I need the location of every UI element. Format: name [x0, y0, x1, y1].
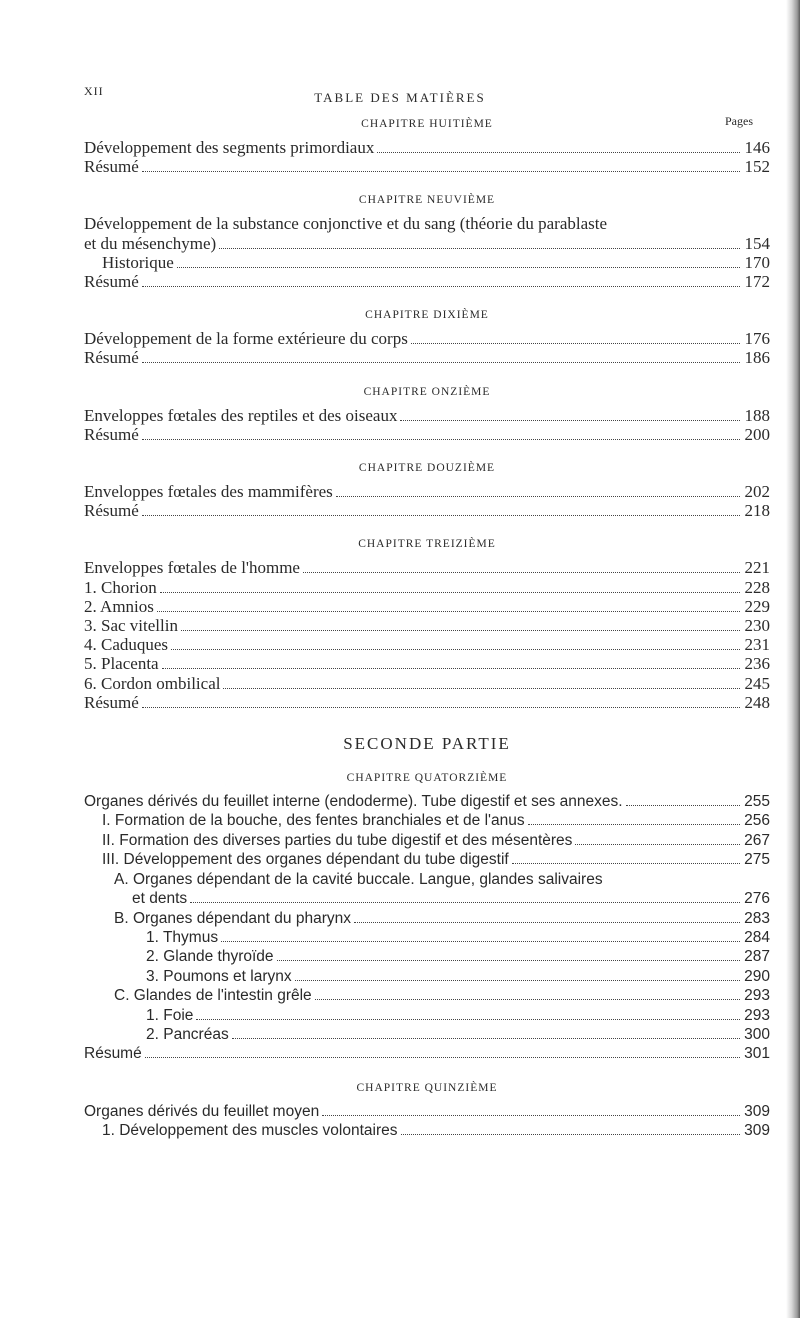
toc-entry-title: Développement des segments primordiaux [84, 138, 375, 157]
dot-leader [177, 267, 740, 268]
dot-leader [322, 1115, 740, 1116]
toc-entry-title: Enveloppes fœtales de l'homme [84, 558, 300, 578]
dot-leader [145, 1057, 740, 1058]
toc-entry-page: 283 [744, 909, 770, 927]
toc-entry [84, 329, 770, 348]
dot-leader [295, 980, 740, 981]
dot-leader [377, 152, 740, 153]
toc-entry-title: I. Formation de la bouche, des fentes branchiales et de l'anus [102, 812, 525, 830]
toc-entry [84, 792, 770, 811]
toc-entry-page: 176 [744, 329, 770, 349]
toc-entry-title: 6. Cordon ombilical [84, 673, 221, 693]
toc-entry [84, 693, 770, 712]
toc-entry [84, 1006, 770, 1025]
toc-entry-page: 293 [744, 1006, 770, 1024]
toc-entry-continuation: et du mésenchyme) [84, 233, 217, 253]
toc-entry-title: 2. Pancréas [146, 1025, 229, 1043]
toc-entry [84, 597, 770, 616]
toc-entry [84, 909, 770, 928]
toc-entry-page: 256 [744, 812, 770, 830]
toc-entry-title: 4. Caduques [84, 635, 169, 655]
dot-leader [575, 844, 740, 845]
toc-entry [84, 425, 770, 444]
toc-entry-title: II. Formation des diverses parties du tube digestif et des mésentères [102, 831, 573, 849]
dot-leader [190, 902, 740, 903]
toc-entry-title: Résumé [84, 692, 139, 712]
toc-entry [84, 578, 770, 597]
toc-entry [84, 967, 770, 986]
toc-entry [84, 272, 770, 291]
toc-entry-page: 221 [744, 558, 770, 578]
toc-entry-page: 276 [744, 890, 770, 908]
toc-entry-page: 186 [744, 348, 770, 368]
toc-entry-title: 1. Développement des muscles volontaires [102, 1122, 398, 1140]
toc-entry [84, 635, 770, 654]
running-title: TABLE DES MATIÈRES [314, 90, 486, 105]
toc-entry-page: 301 [744, 1045, 770, 1063]
chapter-heading: CHAPITRE TREIZIÈME [358, 538, 496, 551]
toc-entry-title: 2. Glande thyroïde [146, 948, 274, 966]
dot-leader [219, 248, 740, 249]
toc-entry [84, 558, 770, 577]
pages-column-label: Pages [725, 114, 753, 128]
second-part-chapters [84, 772, 770, 1141]
toc-entry [84, 348, 770, 367]
dot-leader [196, 1019, 740, 1020]
toc-entry-page: 267 [744, 831, 770, 849]
toc-entry-title: 5. Placenta [84, 654, 159, 674]
toc-entry-page: 230 [744, 616, 770, 636]
dot-leader [142, 362, 740, 363]
toc-entry-title: 3. Sac vitellin [84, 616, 178, 636]
toc-entry [84, 616, 770, 635]
toc-entry-page: 188 [744, 405, 770, 425]
toc-entry-title: Résumé [84, 1045, 142, 1063]
toc-entry [84, 928, 770, 947]
toc-entry-page: 202 [744, 482, 770, 502]
toc-entry [84, 1025, 770, 1044]
toc-entry [84, 674, 770, 693]
dot-leader [303, 572, 740, 573]
toc-entry-title: 1. Chorion [84, 577, 157, 597]
dot-leader [142, 515, 740, 516]
toc-entry-continuation: et dents [132, 890, 188, 908]
toc-entry-title: 1. Foie [146, 1006, 194, 1024]
toc-entry [84, 157, 770, 176]
toc-entry-page: 287 [744, 948, 770, 966]
dot-leader [142, 286, 740, 287]
toc-entry-page: 228 [744, 577, 770, 597]
toc-entry-title: Résumé [84, 424, 139, 444]
toc-entry-title: Développement de la forme extérieure du corps [84, 329, 408, 349]
toc-entry-title: A. Organes dépendant de la cavité buccale. Langue, glandes salivaires [114, 870, 603, 888]
toc-entry-title: C. Glandes de l'intestin grêle [114, 987, 312, 1005]
toc-entry-page: 293 [744, 987, 770, 1005]
part-heading: SECONDE PARTIE [343, 734, 511, 754]
toc-entry [84, 482, 770, 501]
toc-entry [84, 889, 770, 908]
toc-entry-page: 309 [744, 1102, 770, 1120]
toc-entry-title: B. Organes dépendant du pharynx [114, 909, 351, 927]
toc-entry-page: 172 [744, 272, 770, 292]
dot-leader [277, 960, 740, 961]
chapter-heading: CHAPITRE NEUVIÈME [358, 194, 496, 207]
toc-entry-page: 218 [744, 501, 770, 521]
dot-leader [223, 688, 740, 689]
toc-entry-title: Organes dérivés du feuillet interne (endoderme). Tube digestif et ses annexes. [84, 793, 623, 811]
dot-leader [401, 1134, 740, 1135]
toc-entry [84, 831, 770, 850]
dot-leader [336, 496, 740, 497]
toc-entry [84, 234, 770, 253]
toc-entry-title: Enveloppes fœtales des reptiles et des oiseaux [84, 405, 398, 425]
toc-entry-page: 275 [744, 851, 770, 869]
toc-entry-title: Organes dérivés du feuillet moyen [84, 1102, 320, 1120]
toc-entry-page: 255 [744, 793, 770, 811]
toc-entry-page: 200 [744, 424, 770, 444]
toc-entry-title: Historique [102, 252, 174, 272]
toc-entry [84, 811, 770, 830]
toc-entry-page: 170 [744, 252, 770, 272]
toc-entry-page: 236 [744, 654, 770, 674]
chapter-heading: CHAPITRE ONZIÈME [363, 385, 491, 398]
toc-entry-page: 290 [744, 967, 770, 985]
chapter-heading: CHAPITRE QUATORZIÈME [346, 772, 508, 785]
chapter-heading: CHAPITRE HUITIÈME [361, 118, 493, 130]
toc-entry [84, 1121, 770, 1140]
dot-leader [142, 707, 740, 708]
toc-entry [84, 986, 770, 1005]
toc-entry-page: 248 [744, 692, 770, 712]
toc-entry-title: Résumé [84, 348, 139, 368]
toc-entry-page: 284 [744, 928, 770, 946]
dot-leader [160, 592, 740, 593]
toc-entry-title: 1. Thymus [146, 928, 219, 946]
table-of-contents [84, 118, 770, 1141]
dot-leader [157, 611, 740, 612]
dot-leader [400, 420, 740, 421]
toc-entry-title: Résumé [84, 157, 139, 177]
toc-entry-title: Développement de la substance conjonctive et du sang (théorie du parablaste [84, 214, 608, 234]
toc-entry-page: 309 [744, 1122, 770, 1140]
toc-entry [84, 1044, 770, 1063]
toc-entry-title: Résumé [84, 272, 139, 292]
chapter-heading: CHAPITRE DIXIÈME [365, 309, 489, 322]
toc-entry-title: Enveloppes fœtales des mammifères [84, 482, 333, 502]
toc-entry [84, 1102, 770, 1121]
toc-entry [84, 253, 770, 272]
first-part-chapters [84, 118, 770, 712]
toc-entry-page: 229 [744, 596, 770, 616]
dot-leader [411, 343, 740, 344]
page-folio: XII [84, 84, 104, 98]
dot-leader [315, 999, 740, 1000]
dot-leader [181, 630, 740, 631]
toc-entry [84, 947, 770, 966]
toc-entry-title: Résumé [84, 501, 139, 521]
chapter-heading: CHAPITRE DOUZIÈME [358, 462, 496, 475]
toc-entry [84, 501, 770, 520]
toc-entry-page: 245 [744, 673, 770, 693]
dot-leader [162, 668, 740, 669]
toc-entry-page: 154 [744, 233, 770, 253]
dot-leader [512, 863, 740, 864]
toc-entry-page: 300 [744, 1025, 770, 1043]
dot-leader [171, 649, 740, 650]
toc-entry-page: 152 [744, 157, 770, 177]
dot-leader [142, 171, 740, 172]
dot-leader [232, 1038, 740, 1039]
toc-entry [84, 406, 770, 425]
chapter-heading: CHAPITRE QUINZIÈME [356, 1081, 498, 1094]
toc-entry-page: 146 [744, 138, 770, 157]
dot-leader [142, 439, 740, 440]
toc-entry-title: 2. Amnios [84, 596, 154, 616]
toc-entry-title: 3. Poumons et larynx [146, 967, 292, 985]
dot-leader [528, 824, 740, 825]
toc-entry [84, 850, 770, 869]
toc-entry [84, 138, 770, 157]
toc-entry [84, 654, 770, 673]
toc-entry-title: III. Développement des organes dépendant du tube digestif [102, 851, 509, 869]
toc-entry-page: 231 [744, 635, 770, 655]
dot-leader [626, 805, 740, 806]
dot-leader [221, 941, 740, 942]
page-edge-shadow [786, 0, 800, 1318]
dot-leader [354, 922, 740, 923]
